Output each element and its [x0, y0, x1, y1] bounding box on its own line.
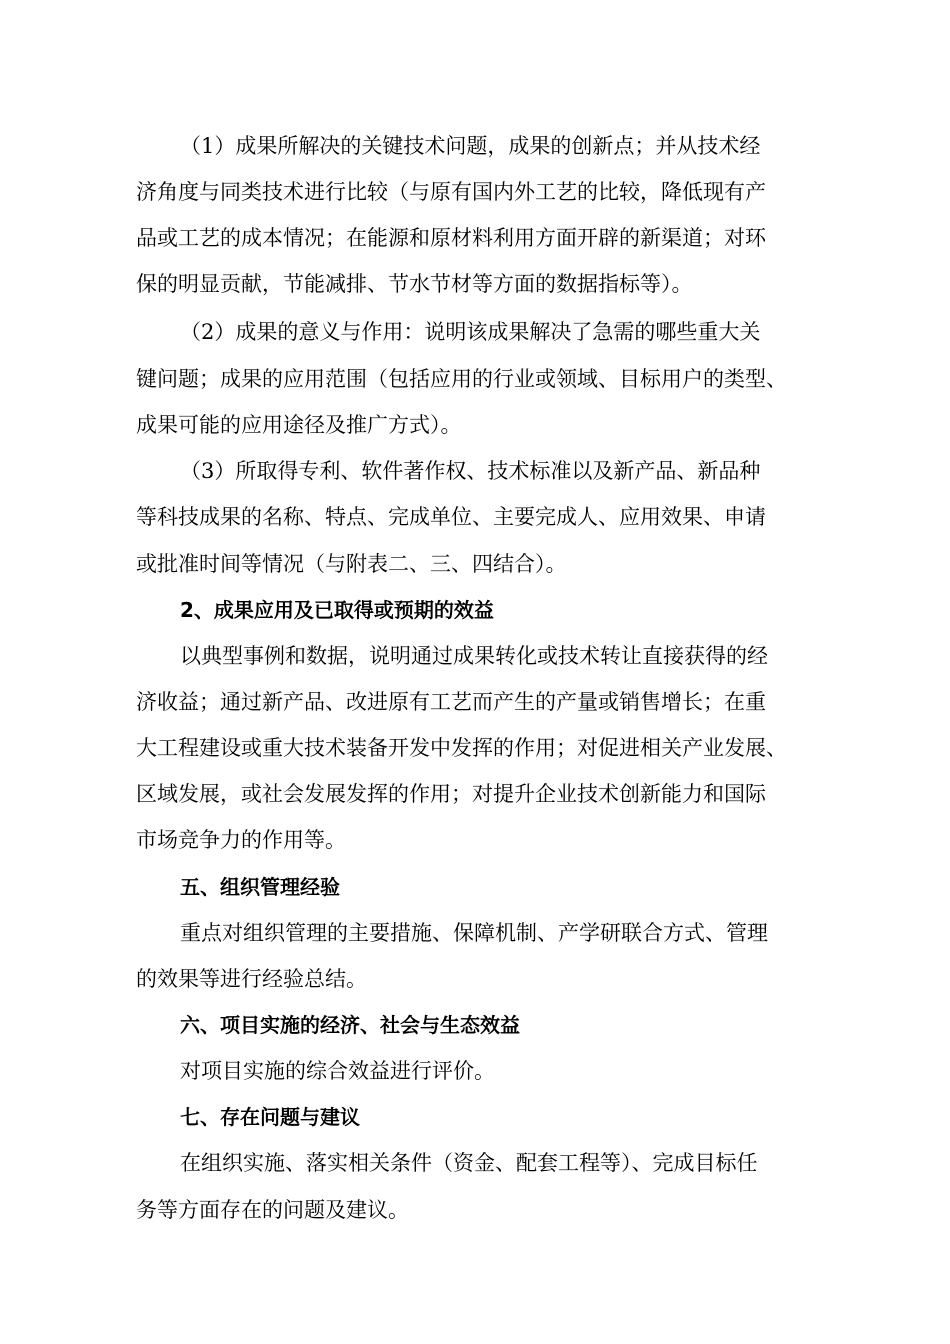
- paragraph-1-line-4: 保的明显贡献，节能减排、节水节材等方面的数据指标等）。: [136, 272, 693, 296]
- paragraph-5-line-1: 重点对组织管理的主要措施、保障机制、产学研联合方式、管理: [180, 921, 768, 945]
- paragraph-6-line-1: 对项目实施的综合效益进行评价。: [180, 1059, 495, 1083]
- paragraph-3-line-1: （3）所取得专利、软件著作权、技术标准以及新产品、新品种: [180, 459, 761, 483]
- paragraph-4-line-1: 以典型事例和数据，说明通过成果转化或技术转让直接获得的经: [180, 644, 768, 668]
- paragraph-2-line-2: 键问题；成果的应用范围（包括应用的行业或领域、目标用户的类型、: [136, 367, 787, 391]
- section-heading-impact: 六、项目实施的经济、社会与生态效益: [180, 1013, 520, 1037]
- paragraph-1-line-2: 济角度与同类技术进行比较（与原有国内外工艺的比较，降低现有产: [136, 180, 766, 204]
- paragraph-4-line-2: 济收益；通过新产品、改进原有工艺而产生的产量或销售增长；在重: [136, 690, 766, 714]
- paragraph-3-line-3: 或批准时间等情况（与附表二、三、四结合）。: [136, 552, 567, 576]
- paragraph-2-line-1: （2）成果的意义与作用：说明该成果解决了急需的哪些重大关: [180, 320, 761, 344]
- paragraph-7-line-1: 在组织实施、落实相关条件（资金、配套工程等）、完成目标任: [180, 1151, 758, 1175]
- paragraph-3-line-2: 等科技成果的名称、特点、完成单位、主要完成人、应用效果、申请: [136, 505, 766, 529]
- section-heading-benefits: 2、成果应用及已取得或预期的效益: [180, 598, 494, 622]
- paragraph-5-line-2: 的效果等进行经验总结。: [136, 967, 367, 991]
- paragraph-7-line-2: 务等方面存在的问题及建议。: [136, 1198, 409, 1222]
- paragraph-4-line-5: 市场竞争力的作用等。: [136, 828, 346, 852]
- paragraph-4-line-4: 区域发展，或社会发展发挥的作用；对提升企业技术创新能力和国际: [136, 782, 766, 806]
- paragraph-2-line-3: 成果可能的应用途径及推广方式）。: [136, 413, 462, 437]
- section-heading-issues: 七、存在问题与建议: [180, 1105, 360, 1129]
- paragraph-1-line-1: （1）成果所解决的关键技术问题，成果的创新点；并从技术经: [180, 134, 761, 158]
- paragraph-4-line-3: 大工程建设或重大技术装备开发中发挥的作用；对促进相关产业发展、: [136, 736, 787, 760]
- section-heading-management: 五、组织管理经验: [180, 875, 340, 899]
- paragraph-1-line-3: 品或工艺的成本情况；在能源和原材料利用方面开辟的新渠道；对环: [136, 226, 766, 250]
